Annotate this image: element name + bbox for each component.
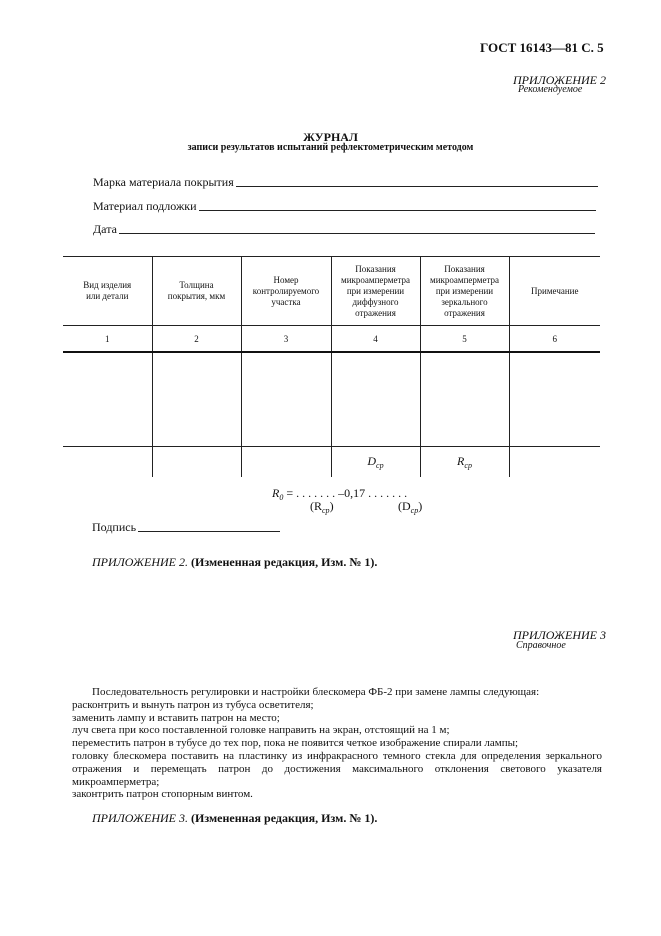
paragraph: заменить лампу и вставить патрон на место; — [72, 711, 280, 724]
table-cell — [420, 352, 509, 447]
r-average-cell: $R_{ср}$ — [420, 447, 509, 478]
column-number: 1 — [63, 326, 152, 353]
header-specular: Показания микроамперметра при измерении зеркального отражения — [420, 257, 509, 326]
appendix-3-change-note: ПРИЛОЖЕНИЕ 3. (Измененная редакция, Изм. № 1). — [92, 811, 378, 825]
journal-subtitle: записи результатов испытаний рефлектометрическим методом — [187, 142, 474, 153]
appendix-3-status: Справочное — [516, 640, 566, 651]
column-number: 4 — [331, 326, 420, 353]
header-product: Вид изделия или детали — [63, 257, 152, 326]
substrate-label: Материал подложки — [93, 199, 197, 213]
table-body-row — [63, 352, 600, 447]
table-cell — [241, 352, 331, 447]
table-cell — [331, 352, 420, 447]
r0-formula: $R_0$ = . . . . . . . –0,17 . . . . . . . — [272, 486, 408, 502]
date-label: Дата — [93, 222, 117, 236]
coating-grade-blank — [236, 185, 598, 187]
substrate-blank — [199, 209, 596, 211]
appendix-2-status: Рекомендуемое — [518, 84, 583, 95]
paragraph: переместить патрон в тубусе до тех пор, пока не появится четкое изображение спирали лампы; — [72, 737, 519, 750]
header-thickness: Толщина покрытия, мкм — [152, 257, 241, 326]
table-header-row — [63, 257, 600, 326]
table-number-row — [63, 326, 600, 353]
header-note: Примечание — [509, 257, 600, 326]
table-cell — [152, 447, 241, 478]
paragraph: расконтрить и вынуть патрон из тубуса осветителя; — [72, 698, 314, 711]
table-cell — [241, 447, 331, 478]
paragraph: головку блескомера поставить на пластинку из инфракрасного темного стекла для определения зеркального отражения и перемещать патрон до достижения максимального отклонения светового указателя микроамперметра; — [72, 749, 602, 788]
formula-dcp-note: $(D_{ср})$ — [398, 499, 423, 515]
paragraph: Последовательность регулировки и настройки блескомера ФБ-2 при замене лампы следующая: — [92, 686, 540, 698]
formula-rcp-note: $(R_{ср})$ — [310, 499, 334, 515]
coating-grade-field — [93, 175, 598, 190]
appendix-3-body — [72, 686, 602, 801]
signature-blank — [138, 531, 280, 532]
coating-grade-label: Марка материала покрытия — [93, 175, 234, 189]
table-cell — [509, 447, 600, 478]
signature-label: Подпись — [92, 520, 137, 534]
appendix-2-label: ПРИЛОЖЕНИЕ 2 — [513, 73, 606, 87]
header-diffuse: Показания микроамперметра при измерении диффузного отражения — [331, 257, 420, 326]
column-number: 2 — [152, 326, 241, 353]
d-average-cell: $D_{ср}$ — [331, 447, 420, 478]
table-cell — [63, 352, 152, 447]
appendix-3-label: ПРИЛОЖЕНИЕ 3 — [513, 628, 606, 642]
substrate-field — [93, 199, 596, 214]
paragraph: луч света при косо поставленной головке направить на экран, отстоящий на 1 м; — [72, 724, 450, 737]
table-cell — [152, 352, 241, 447]
date-blank — [119, 232, 595, 234]
appendix-2-change-note: ПРИЛОЖЕНИЕ 2. (Измененная редакция, Изм. № 1). — [92, 555, 378, 569]
page-header: ГОСТ 16143—81 С. 5 — [480, 40, 604, 55]
column-number: 3 — [241, 326, 331, 353]
journal-title: ЖУРНАЛ — [303, 130, 358, 144]
paragraph: законтрить патрон стопорным винтом. — [72, 788, 253, 801]
table-cell — [509, 352, 600, 447]
table-summary-row — [63, 447, 600, 478]
table-cell — [63, 447, 152, 478]
journal-table — [63, 256, 600, 477]
header-section-number: Номер контролируемого участка — [241, 257, 331, 326]
column-number: 5 — [420, 326, 509, 353]
column-number: 6 — [509, 326, 600, 353]
date-field — [93, 222, 595, 237]
signature-field — [92, 520, 280, 535]
